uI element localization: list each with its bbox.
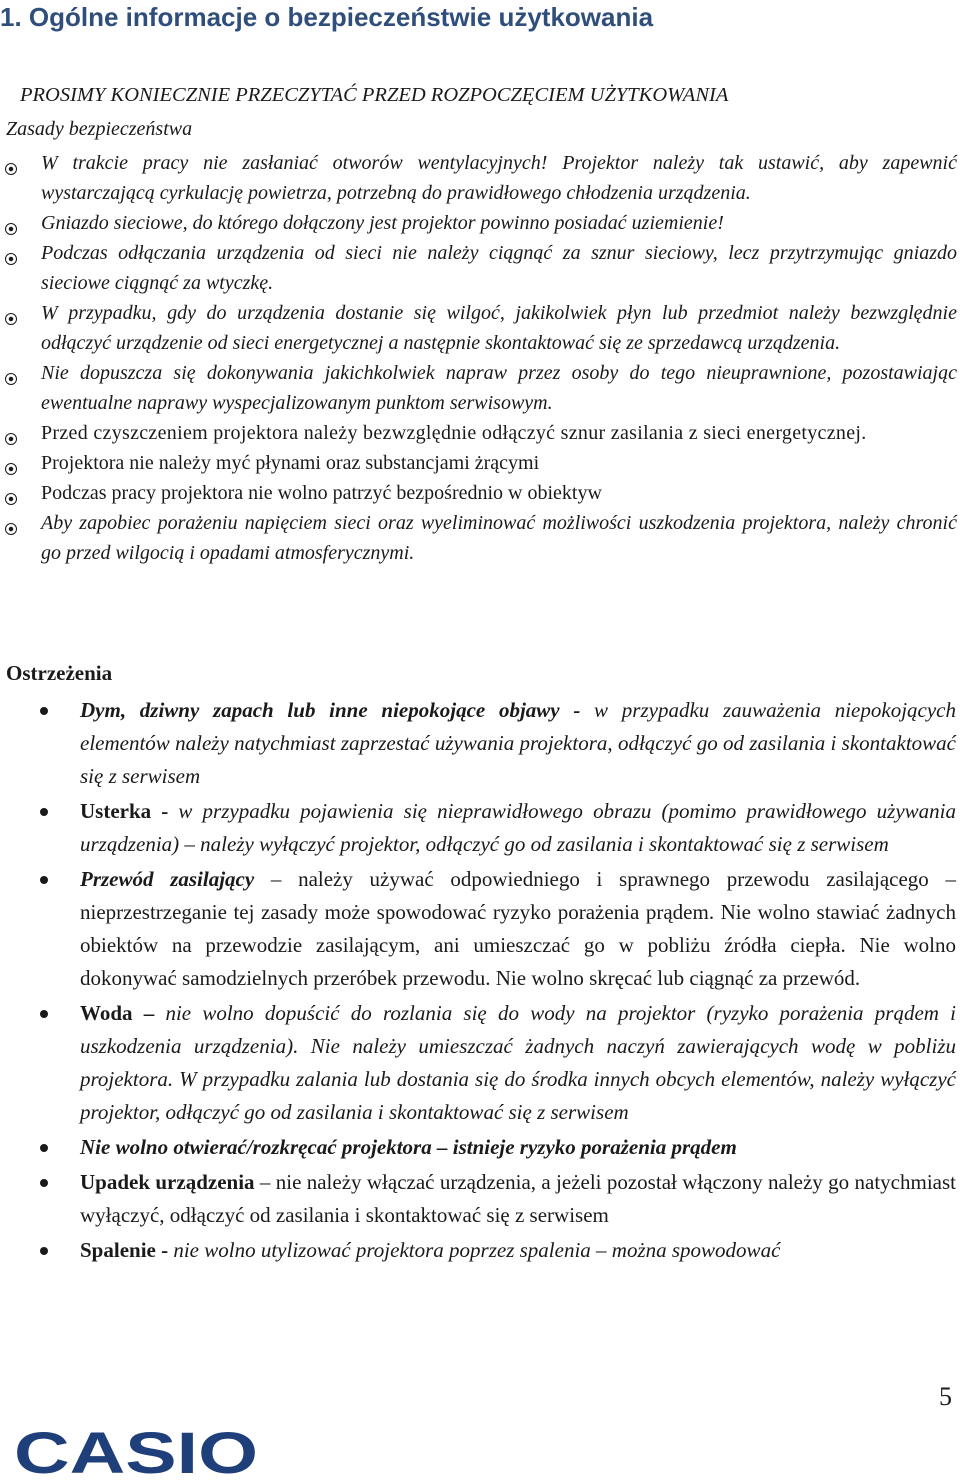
bullet-icon <box>3 418 41 448</box>
safety-rules-heading: Zasady bezpieczeństwa <box>6 118 193 140</box>
warning-label: Dym, dziwny zapach lub inne niepokojące objawy - <box>80 698 581 722</box>
bullet-icon <box>3 478 41 508</box>
bullet-icon <box>3 298 41 328</box>
warning-text: nie wolno dopuścić do rozlania się do wody na projektor (ryzyko porażenia prądem i uszkodzenia urządzenia). Nie należy umieszczać żadnych naczyń zawierających wodę w pobliżu projektora. W przypadku zalania lub dostania się do środka innych obcych elementów, należy wyłączyć projektor, odłączyć go od zasilania i skontaktować się z serwisem <box>80 1001 956 1124</box>
warning-label: Nie wolno otwierać/rozkręcać projektora – istnieje ryzyko porażenia prądem <box>80 1135 737 1159</box>
warning-text: – nie należy włączać urządzenia, a jeżeli pozostał włączony należy go natychmiast wyłączyć, odłączyć od zasilania i skontaktować się z serwisem <box>80 1170 956 1227</box>
bullet-icon <box>3 358 41 388</box>
bullet-icon <box>3 208 41 238</box>
bullet-icon <box>40 1247 48 1255</box>
list-item: Aby zapobiec porażeniu napięciem sieci oraz wyeliminować możliwości uszkodzenia projektora, należy chronić go przed wilgocią i opadami atmosferycznymi. <box>3 508 957 568</box>
safety-rules-list <box>3 148 957 568</box>
list-item <box>0 863 956 995</box>
bullet-icon <box>3 238 41 268</box>
list-item: W trakcie pracy nie zasłaniać otworów wentylacyjnych! Projektor należy tak ustawić, aby zapewnić wystarczającą cyrkulację powietrza, potrzebną do prawidłowego chłodzenia urządzenia. <box>3 148 957 208</box>
warnings-list <box>0 694 956 1269</box>
list-item <box>0 1131 956 1164</box>
page-title: 1. Ogólne informacje o bezpieczeństwie użytkowania <box>0 2 654 32</box>
list-item: Projektora nie należy myć płynami oraz substancjami żrącymi <box>3 448 957 478</box>
casio-logo <box>12 1424 262 1478</box>
bullet-icon <box>40 1010 48 1018</box>
warning-label: Usterka - <box>80 799 169 823</box>
list-item: Przed czyszczeniem projektora należy bezwzględnie odłączyć sznur zasilania z sieci energetycznej. <box>3 418 957 448</box>
list-item <box>0 694 956 793</box>
warning-text: w przypadku pojawienia się nieprawidłowego obrazu (pomimo prawidłowego używania urządzenia) – należy wyłączyć projektor, odłączyć go od zasilania i skontaktować się z serwisem <box>80 799 956 856</box>
warning-label: Upadek urządzenia <box>80 1170 255 1194</box>
list-item <box>0 1234 956 1267</box>
warning-label: Przewód zasilający <box>80 867 255 891</box>
warning-text: nie wolno utylizować projektora poprzez spalenia – można spowodować <box>168 1238 781 1262</box>
list-item <box>0 997 956 1129</box>
list-item: Nie dopuszcza się dokonywania jakichkolwiek napraw przez osoby do tego nieuprawnione, pozostawiając ewentualne naprawy wyspecjalizowanym punktom serwisowym. <box>3 358 957 418</box>
bullet-icon <box>3 508 41 538</box>
bullet-icon <box>40 808 48 816</box>
list-item <box>0 1166 956 1232</box>
read-before-use-notice: PROSIMY KONIECZNIE PRZECZYTAĆ PRZED ROZPOCZĘCIEM UŻYTKOWANIA <box>20 84 729 106</box>
bullet-icon <box>40 1179 48 1187</box>
bullet-icon <box>40 876 48 884</box>
list-item: Podczas odłączania urządzenia od sieci nie należy ciągnąć za sznur sieciowy, lecz przytrzymując gniazdo sieciowe ciągnąć za wtyczkę. <box>3 238 957 298</box>
bullet-icon <box>3 448 41 478</box>
list-item: Gniazdo sieciowe, do którego dołączony jest projektor powinno posiadać uziemienie! <box>3 208 957 238</box>
warning-text: w przypadku zauważenia niepokojących elementów należy natychmiast zaprzestać używania projektora, odłączyć go od zasilania i skontaktować się z serwisem <box>80 698 956 788</box>
warning-text: – należy używać odpowiedniego i sprawnego przewodu zasilającego – nieprzestrzeganie tej zasady może spowodować ryzyko porażenia prądem. Nie wolno stawiać żadnych obiektów na przewodzie zasilającym, ani umieszczać go w pobliżu źródła ciepła. Nie wolno dokonywać samodzielnych przeróbek przewodu. Nie wolno skręcać lub ciągnąć za przewód. <box>80 867 956 990</box>
bullet-icon <box>40 707 48 715</box>
page-number: 5 <box>939 1382 952 1411</box>
logo-text: CASIO <box>14 1424 258 1478</box>
warnings-heading: Ostrzeżenia <box>6 661 113 685</box>
bullet-icon <box>3 148 41 178</box>
list-item: Podczas pracy projektora nie wolno patrzyć bezpośrednio w obiektyw <box>3 478 957 508</box>
bullet-icon <box>40 1144 48 1152</box>
warning-label: Woda – <box>80 1001 155 1025</box>
list-item: W przypadku, gdy do urządzenia dostanie się wilgoć, jakikolwiek płyn lub przedmiot należy bezwzględnie odłączyć urządzenie od sieci energetycznej a następnie skontaktować się ze sprzedawcą urządzenia. <box>3 298 957 358</box>
warning-label: Spalenie - <box>80 1238 169 1262</box>
list-item <box>0 795 956 861</box>
